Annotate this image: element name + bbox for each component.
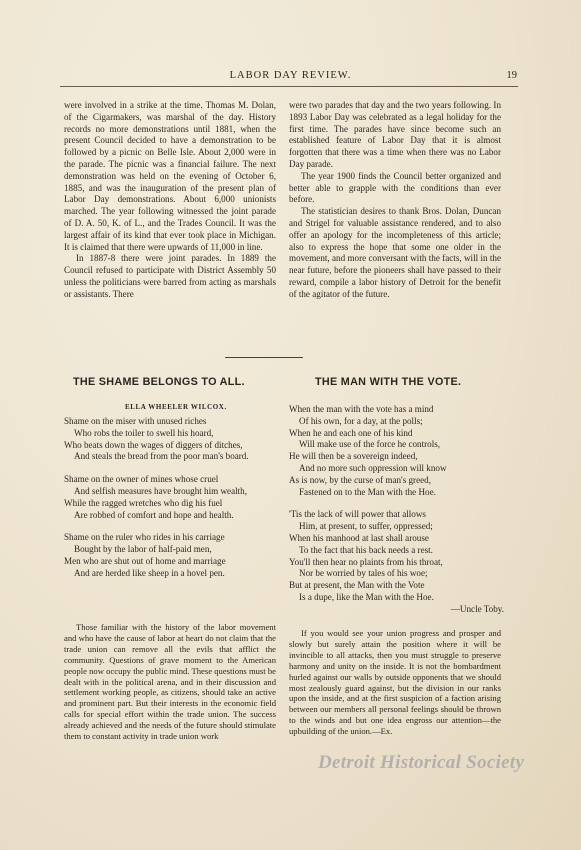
poem-line: And are herded like sheep in a hovel pen.	[74, 567, 225, 578]
closing-column-left	[64, 622, 276, 742]
article-paragraph: The statistician desires to thank Bros. Dolan, Duncan and Strigel for valuable assistance rendered, and to also offer an apology for the incompleteness of this article; also to express the hope that some one older in the movement, and more conversant with the facts, will in the near future, before the pioneers shall have passed to their reward, compile a labor history of Detroit for the benefit of the agitator of the future.	[289, 206, 501, 299]
poem-signature: —Uncle Toby.	[450, 603, 504, 614]
article-paragraph: were two parades that day and the two years following. In 1893 Labor Day was celebrated as a legal holiday for the first time. The parades have since become such an established feature of Labor Day that it is almost forgotten that there was a time when there was no Labor Day parade.	[289, 100, 501, 169]
poem-line: You'll then hear no plaints from his throat,	[289, 556, 443, 567]
poem-line: Who beats down the wages of diggers of ditches,	[64, 439, 243, 450]
article-paragraph: The year 1900 finds the Council better organized and better able to grapple with the conditions than ever before.	[289, 170, 501, 205]
closing-column-right	[289, 628, 501, 737]
article-column-right	[289, 100, 501, 301]
poem-line: When the man with the vote has a mind	[289, 404, 434, 414]
poem-left	[64, 416, 276, 580]
article-paragraph: were involved in a strike at the time. Thomas M. Dolan, of the Cigarmakers, was marshal of the day. History records no more demonstrations until 1881, when the present Council decided to have a demonstration to be followed by a picnic on Belle Isle. About 2,000 were in the parade. The picnic was a financial failure. The next demonstration was held on the evening of October 6, 1885, and was the inauguration of the present plan of Labor Day demonstrations. About 6,000 unionists marched. The year following witnessed the joint parade of D. A. 50, K. of L., and the Trades Council. It was the largest affair of its kind that ever took place in Michigan. It is claimed that there were upwards of 11,000 in line.	[64, 100, 276, 252]
poem-title-right: THE MAN WITH THE VOTE.	[315, 376, 462, 388]
poem-line: Fastened on to the Man with the Hoe.	[299, 486, 436, 497]
page-number: 19	[506, 70, 517, 81]
poem-line: Are robbed of comfort and hope and health.	[74, 509, 234, 520]
closing-paragraph: Those familiar with the history of the labor movement and who have the cause of labor at heart do not claim that the trade union can remove all the evils that afflict the community. Questions of grave moment to the American people now occupy the public mind. These questions must be dealt with in the political arena, and in their discussion and settlement working people, as citizens, should take an active and prominent part. But their interests in the economic field calls for special effort within the trade union. The success already achieved and the needs of the future should stimulate them to constant activity in trade union work	[64, 622, 276, 742]
poem-line: Nor be worried by tales of his woe;	[299, 568, 428, 579]
running-header	[0, 70, 581, 84]
header-rule	[60, 86, 518, 87]
poem-line: And steals the bread from the poor man's board.	[74, 451, 249, 462]
poem-line: When he and each one of his kind	[289, 427, 413, 438]
publication-title: LABOR DAY REVIEW.	[229, 70, 352, 81]
poem-line: Shame on the ruler who rides in his carriage	[64, 532, 225, 543]
closing-paragraph: If you would see your union progress and prosper and slowly but surely attain the position where it will be invincible to all attacks, then you must struggle to preserve harmony and unity on the inside. It is not the bombardment hurled against our walls by outside opponents that we should most zealously guard against, but the division in our ranks upon the inside, and at the first suspicion of a faction arising between our members all personal feelings should be thrown to the winds and but one idea engross our attention—the upbuilding of the union.—Ex.	[289, 628, 501, 737]
section-divider	[225, 357, 303, 358]
poem-line: He will then be a sovereign indeed,	[289, 451, 418, 462]
watermark: Detroit Historical Society	[318, 752, 525, 773]
poem-author: ELLA WHEELER WILCOX.	[125, 403, 227, 411]
poem-line: As is now, by the curse of man's greed,	[289, 474, 431, 485]
article-column-left	[64, 100, 276, 301]
poem-line: Shame on the owner of mines whose cruel	[64, 474, 219, 485]
poem-line: And no more such oppression will know	[299, 462, 447, 473]
poem-line: To the fact that his back needs a rest.	[299, 544, 433, 555]
poem-line: When his manhood at last shall arouse	[289, 532, 429, 543]
poem-line: Men who are shut out of home and marriage	[64, 555, 226, 566]
poem-line: But at present, the Man with the Vote	[289, 580, 425, 591]
poem-line: Who robs the toiler to swell his hoard,	[74, 427, 214, 438]
poem-line: Of his own, for a day, at the polls;	[299, 415, 423, 426]
poem-line: Is a dupe, like the Man with the Hoe.	[299, 591, 434, 602]
poem-line: Shame on the miser with unused riches	[64, 416, 207, 426]
poem-right	[289, 404, 504, 616]
poem-line: And selfish measures have brought him wealth,	[74, 485, 247, 496]
poem-line: While the ragged wretches who dig his fuel	[64, 497, 223, 508]
article-paragraph: In 1887-8 there were joint parades. In 1889 the Council refused to participate with District Assembly 50 unless the politicians were barred from acting as marshals or assistants. There	[64, 253, 276, 299]
poem-line: 'Tis the lack of will power that allows	[289, 509, 426, 520]
poem-line: Him, at present, to suffer, oppressed;	[299, 521, 433, 532]
poem-line: Will make use of the force he controls,	[299, 439, 441, 450]
poem-line: Bought by the labor of half-paid men,	[74, 544, 212, 555]
poem-title-left: THE SHAME BELONGS TO ALL.	[73, 376, 245, 388]
